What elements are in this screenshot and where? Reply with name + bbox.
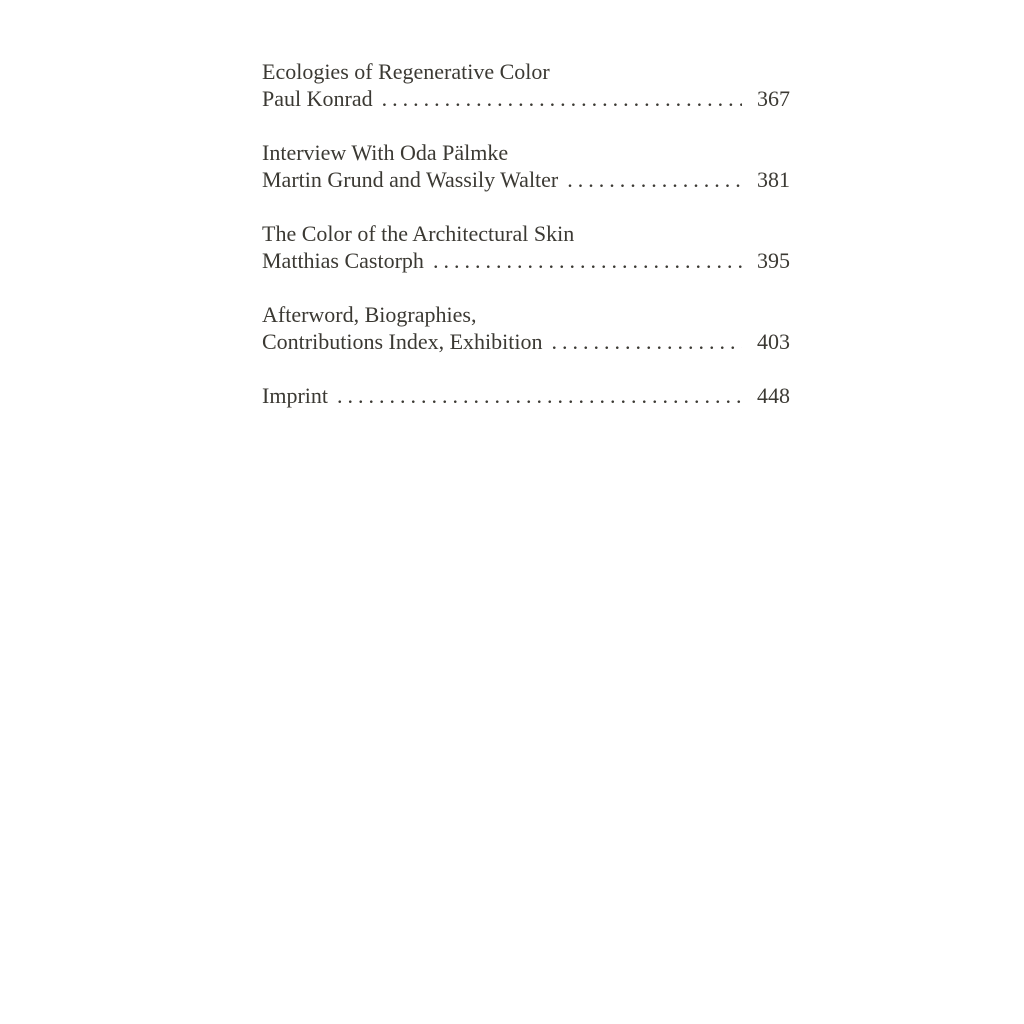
entry-title: Ecologies of Regenerative Color xyxy=(262,59,550,84)
dot-leader xyxy=(567,166,742,193)
entry-title: The Color of the Architectural Skin xyxy=(262,221,575,246)
toc-entry xyxy=(262,139,790,193)
dot-leader xyxy=(433,247,742,274)
entry-leader-row xyxy=(262,382,790,409)
entry-title: Interview With Oda Pälmke xyxy=(262,140,509,165)
entry-page-number: 367 xyxy=(757,86,790,111)
entry-leader-row xyxy=(262,85,790,112)
entry-page-number: 381 xyxy=(757,167,790,192)
entry-leader-row xyxy=(262,247,790,274)
entry-byline: Martin Grund and Wassily Walter xyxy=(262,167,559,192)
dot-leader xyxy=(337,382,742,409)
table-of-contents xyxy=(262,58,790,436)
dot-leader xyxy=(552,328,743,355)
entry-page-number: 448 xyxy=(757,383,790,408)
entry-byline: Contributions Index, Exhibition xyxy=(262,329,543,354)
toc-entry xyxy=(262,382,790,409)
toc-entry xyxy=(262,220,790,274)
entry-leader-row xyxy=(262,166,790,193)
toc-entry xyxy=(262,58,790,112)
entry-page-number: 403 xyxy=(757,329,790,354)
entry-byline: Imprint xyxy=(262,383,328,408)
entry-byline: Paul Konrad xyxy=(262,86,373,111)
entry-title: Afterword, Biographies, xyxy=(262,302,477,327)
entry-byline: Matthias Castorph xyxy=(262,248,424,273)
entry-leader-row xyxy=(262,328,790,355)
dot-leader xyxy=(382,85,742,112)
toc-entry xyxy=(262,301,790,355)
entry-page-number: 395 xyxy=(757,248,790,273)
